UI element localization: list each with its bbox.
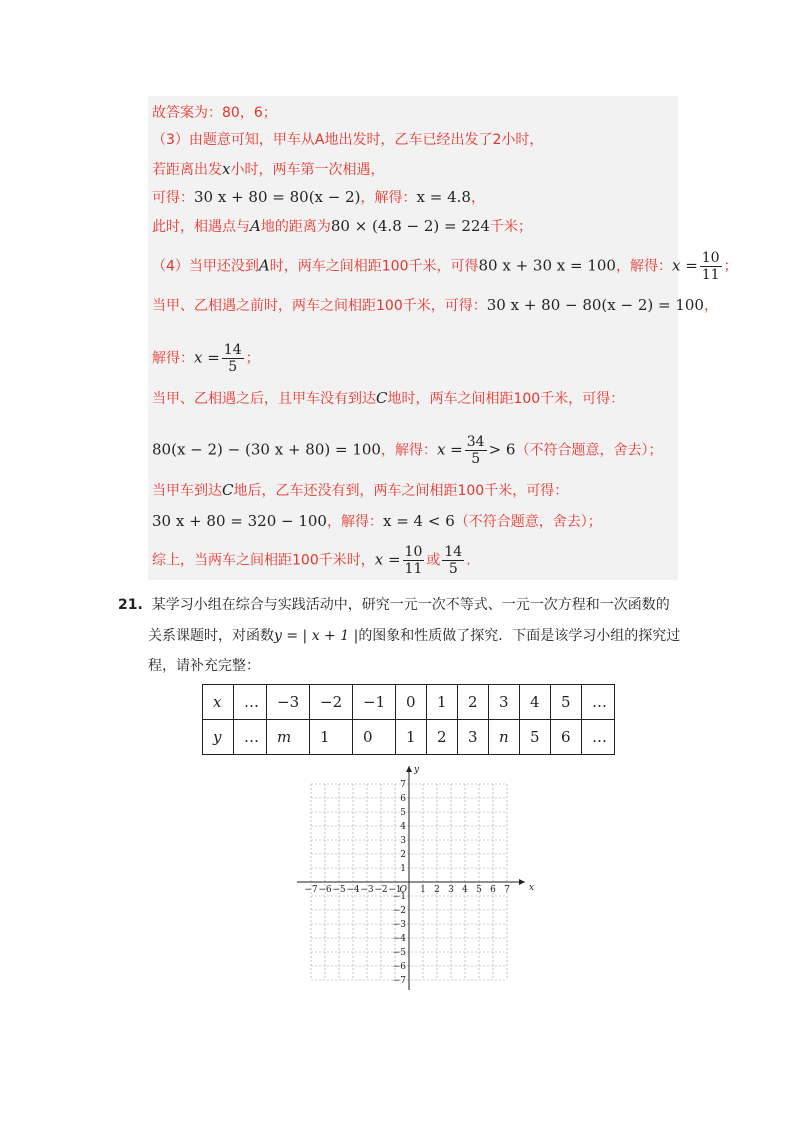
- table-cell: m: [267, 720, 310, 755]
- part4-line4: [152, 389, 624, 408]
- numerator: 14: [223, 342, 242, 358]
- y-axis-label: y: [414, 765, 420, 775]
- denominator: 5: [448, 561, 458, 577]
- equation: 30 x + 80 = 320 − 100: [152, 512, 327, 530]
- coordinate-grid: [296, 758, 535, 990]
- text: 小时，两车第一次相遇，: [230, 162, 385, 178]
- text: 关系课题时，对函数: [148, 628, 274, 644]
- table-cell: 3: [458, 720, 489, 755]
- x-tick-label: −7: [304, 885, 318, 895]
- text: ，解得：: [360, 190, 417, 206]
- question-number: 21.: [118, 597, 143, 613]
- x-tick-label: 5: [476, 885, 482, 895]
- table-cell: 5: [551, 685, 582, 720]
- text: 解得：: [152, 350, 194, 367]
- table-cell: x: [203, 685, 234, 720]
- x-tick-label: 7: [504, 885, 510, 895]
- part4-line3: [152, 342, 260, 375]
- var-x: x =: [194, 348, 220, 367]
- x-tick-label: −5: [332, 885, 346, 895]
- y-tick-label: −4: [392, 934, 406, 944]
- numerator: 14: [444, 544, 463, 560]
- x-tick-label: 1: [420, 885, 426, 895]
- y-tick-label: 2: [400, 850, 406, 860]
- part4-line6: [152, 481, 568, 500]
- table-cell: 1: [310, 720, 353, 755]
- var-C: C: [376, 389, 388, 407]
- value-table: [202, 684, 615, 755]
- table-cell: 0: [353, 720, 396, 755]
- text: ，: [703, 298, 718, 314]
- numerator: 34: [466, 434, 485, 450]
- text: 某学习小组在综合与实践活动中，研究一元一次不等式、一元一次方程和一次函数的: [151, 597, 670, 613]
- equation: 80(x − 2) − (30 x + 80) = 100: [152, 440, 381, 459]
- text: ，解得：: [615, 258, 672, 275]
- y-tick-label: 7: [400, 780, 406, 790]
- y-tick-label: 6: [400, 794, 406, 804]
- text: .: [466, 552, 471, 569]
- x-tick-label: −4: [346, 885, 360, 895]
- var-A: A: [258, 256, 270, 275]
- var-C: C: [222, 481, 234, 499]
- table-cell: −3: [267, 685, 310, 720]
- numerator: 10: [701, 250, 720, 266]
- table-cell: …: [234, 720, 267, 755]
- result: x = 4.8: [416, 188, 471, 206]
- y-tick-label: −6: [392, 962, 406, 972]
- function: y = | x + 1 |: [274, 628, 359, 644]
- x-axis-label: x: [529, 883, 535, 893]
- x-tick-label: −1: [388, 885, 402, 895]
- y-tick-label: 1: [400, 864, 406, 874]
- denominator: 5: [228, 359, 238, 375]
- part4-line5: [152, 434, 662, 467]
- text: 可得：: [152, 190, 194, 206]
- table-cell: −2: [310, 685, 353, 720]
- text: 千米；: [489, 219, 532, 235]
- text: 若距离出发: [152, 162, 222, 178]
- table-cell: 0: [396, 685, 427, 720]
- x-tick-label: −6: [318, 885, 332, 895]
- text: 时，两车之间相距100千米，可得: [269, 258, 479, 275]
- x-tick-label: 4: [462, 885, 468, 895]
- answer-line: 故答案为：80，6；: [152, 105, 277, 121]
- table-cell: y: [203, 720, 234, 755]
- table-cell: 5: [520, 720, 551, 755]
- table-row-x: [203, 685, 615, 720]
- denominator: 11: [404, 561, 423, 577]
- comparison: > 6: [488, 440, 516, 459]
- table-cell: 1: [427, 685, 458, 720]
- text: 或: [426, 552, 441, 569]
- text: （4）当甲还没到: [152, 258, 259, 275]
- y-tick-label: −7: [392, 976, 406, 986]
- text: ，: [470, 190, 485, 206]
- text: 当甲车到达: [152, 483, 222, 499]
- text: ，解得：: [380, 442, 437, 459]
- part4-line8: [152, 544, 471, 577]
- denominator: 5: [471, 451, 481, 467]
- equation: 30 x + 80 = 80(x − 2): [194, 188, 361, 206]
- equation: 80 x + 30 x = 100: [478, 256, 616, 275]
- equation: 30 x + 80 − 80(x − 2) = 100: [486, 296, 704, 314]
- fraction: [465, 434, 487, 467]
- x-tick-label: −3: [360, 885, 374, 895]
- table-cell: …: [582, 720, 615, 755]
- equation: 80 × (4.8 − 2) = 224: [330, 217, 490, 235]
- part4-line1: [152, 250, 738, 283]
- text: ；: [245, 350, 260, 367]
- fraction: [700, 250, 722, 283]
- question-line3: 程，请补充完整：: [148, 658, 260, 674]
- fraction: [403, 544, 425, 577]
- y-tick-label: 4: [400, 822, 406, 832]
- text: 综上，当两车之间相距100千米时，: [152, 552, 375, 569]
- text: 地时，两车之间相距100千米，可得：: [387, 391, 625, 407]
- var-x: x: [222, 160, 231, 178]
- question-line1: [118, 596, 670, 614]
- var-x: x =: [374, 550, 401, 569]
- x-tick-label: 2: [434, 885, 440, 895]
- var-x: x =: [436, 440, 463, 459]
- table-cell: 1: [396, 720, 427, 755]
- origin-label: O: [399, 885, 407, 895]
- question-line2: [148, 627, 680, 645]
- result: x = 4 < 6: [382, 512, 455, 530]
- text: ；: [723, 258, 738, 275]
- text: 当甲、乙相遇之前时，两车之间相距100千米，可得：: [152, 298, 487, 314]
- numerator: 10: [404, 544, 423, 560]
- table-cell: −1: [353, 685, 396, 720]
- fraction: [222, 342, 244, 375]
- part4-line7: [152, 512, 602, 531]
- text: ，解得：: [326, 514, 383, 530]
- part3-line3: [152, 188, 485, 207]
- var-x: x =: [671, 256, 698, 275]
- part3-line2: [152, 160, 384, 179]
- x-tick-label: −2: [374, 885, 388, 895]
- text: 此时，相遇点与: [152, 219, 250, 235]
- x-axis-arrow: [519, 879, 525, 885]
- text: （不符合题意，舍去）；: [515, 442, 663, 459]
- table-cell: 6: [551, 720, 582, 755]
- part4-line2: [152, 296, 718, 315]
- fraction: [442, 544, 464, 577]
- table-cell: …: [582, 685, 615, 720]
- table-cell: n: [489, 720, 520, 755]
- part3-line4: [152, 217, 532, 236]
- table-row-y: [203, 720, 615, 755]
- text: 的图象和性质做了探究．下面是该学习小组的探究过: [358, 628, 681, 644]
- y-tick-label: −2: [392, 906, 406, 916]
- x-tick-label: 3: [448, 885, 454, 895]
- y-tick-label: 5: [400, 808, 406, 818]
- part3-line1: （3）由题意可知，甲车从A地出发时，乙车已经出发了2小时，: [152, 132, 544, 148]
- table-cell: 2: [427, 720, 458, 755]
- text: 地后，乙车还没有到，两车之间相距100千米，可得：: [233, 483, 569, 499]
- table-cell: 2: [458, 685, 489, 720]
- text: 当甲、乙相遇之后，且甲车没有到达: [152, 391, 376, 407]
- table-cell: 4: [520, 685, 551, 720]
- y-tick-label: −5: [392, 948, 406, 958]
- y-axis-arrow: [406, 766, 412, 772]
- table-cell: …: [234, 685, 267, 720]
- var-A: A: [250, 217, 261, 235]
- y-tick-label: −1: [392, 892, 406, 902]
- table-cell: 3: [489, 685, 520, 720]
- denominator: 11: [701, 267, 720, 283]
- y-tick-label: −3: [392, 920, 406, 930]
- x-tick-label: 6: [490, 885, 496, 895]
- y-tick-label: 3: [400, 836, 406, 846]
- text: 地的距离为: [260, 219, 331, 235]
- text: （不符合题意，舍去）；: [454, 514, 602, 530]
